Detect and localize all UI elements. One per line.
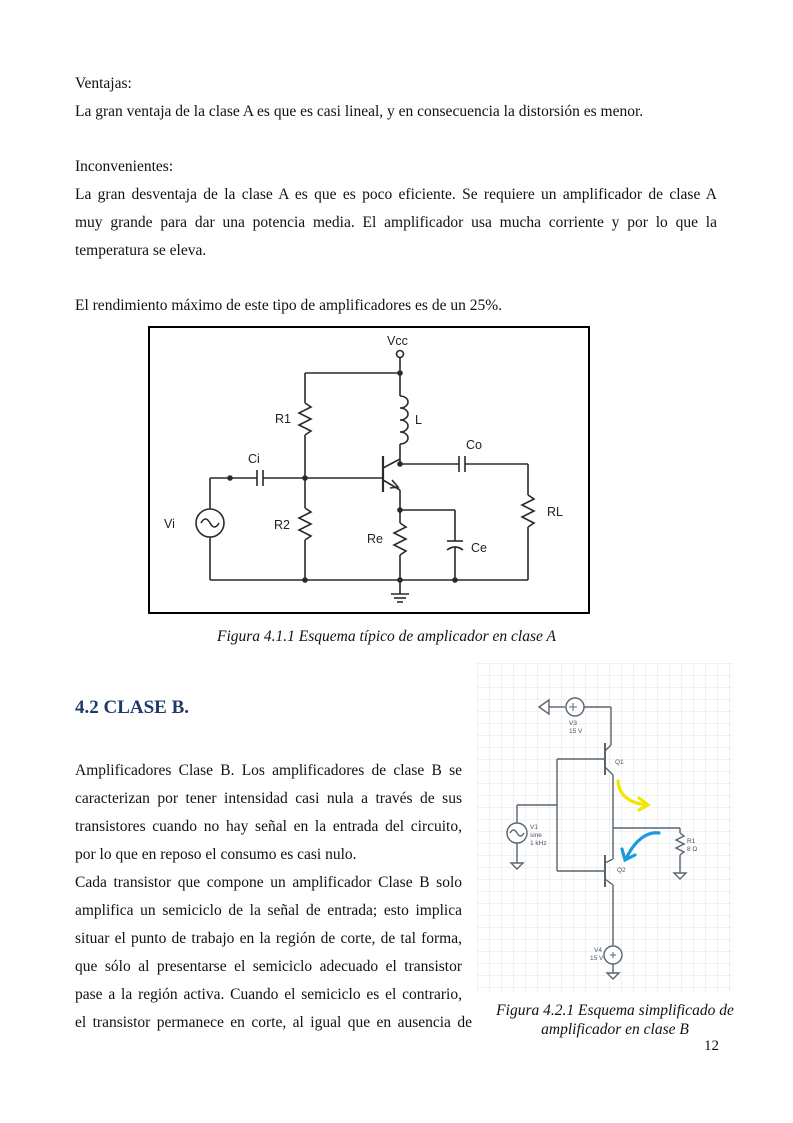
re-resistor bbox=[394, 523, 406, 555]
label-rl: RL bbox=[547, 505, 563, 519]
rendimiento-text: El rendimiento máximo de este tipo de amplificadores es de un 25%. bbox=[75, 297, 502, 314]
label-re: Re bbox=[367, 532, 383, 546]
claseb-line-3: transistores cuando no hay señal en la entrada del circuito, bbox=[75, 818, 462, 835]
inconvenientes-line-3: temperatura se eleva. bbox=[75, 242, 207, 259]
figure-2-caption bbox=[477, 1001, 753, 1039]
label-vcc: Vcc bbox=[387, 334, 408, 348]
label-r1-value: 8 Ω bbox=[687, 846, 698, 853]
label-v1-freq: 1 kHz bbox=[530, 840, 547, 847]
class-a-schematic bbox=[150, 328, 588, 612]
r2-resistor bbox=[299, 508, 311, 540]
label-v1: V1 bbox=[530, 824, 538, 831]
rl-resistor bbox=[522, 495, 534, 527]
page-number: 12 bbox=[704, 1038, 719, 1054]
inconvenientes-line-2: muy grande para dar una potencia media. El amplificador usa mucha corriente y por lo que la bbox=[75, 214, 717, 231]
label-q1: Q1 bbox=[615, 759, 624, 766]
inductor-l bbox=[400, 396, 408, 444]
claseb-line-5: Cada transistor que compone un amplificador Clase B solo bbox=[75, 874, 462, 891]
label-r1: R1 bbox=[687, 838, 696, 845]
claseb-line-7: situar el punto de trabajo en la región de corte, de tal forma, bbox=[75, 930, 462, 947]
label-q2: Q2 bbox=[617, 867, 626, 874]
label-v1-type: sine bbox=[530, 832, 542, 839]
figure-2-caption-line-2: amplificador en clase B bbox=[541, 1021, 689, 1038]
inconvenientes-line-1: La gran desventaja de la clase A es que es poco eficiente. Se requiere un amplificador de clase A bbox=[75, 186, 717, 203]
label-r1: R1 bbox=[275, 412, 291, 426]
label-l: L bbox=[415, 413, 422, 427]
label-ci: Ci bbox=[248, 452, 260, 466]
label-v4: V4 bbox=[594, 947, 602, 954]
class-b-schematic-figure bbox=[477, 663, 733, 993]
claseb-line-2: caracterizan por tener intensidad casi nula a través de sus bbox=[75, 790, 462, 807]
label-v3: V3 bbox=[569, 720, 577, 727]
claseb-line-9: pase a la región activa. Cuando el semiciclo es el contrario, bbox=[75, 986, 462, 1003]
r1-resistor bbox=[299, 403, 311, 435]
figure-1-caption: Figura 4.1.1 Esquema típico de amplicador en clase A bbox=[217, 628, 556, 645]
inconvenientes-heading: Inconvenientes: bbox=[75, 158, 174, 175]
label-vi: Vi bbox=[164, 517, 175, 531]
figure-2-caption-line-1: Figura 4.2.1 Esquema simplificado de bbox=[496, 1002, 734, 1019]
ventajas-heading: Ventajas: bbox=[75, 75, 132, 92]
class-b-schematic bbox=[477, 663, 733, 993]
label-v4-value: 15 V bbox=[590, 955, 604, 962]
section-title: 4.2 CLASE B. bbox=[75, 697, 190, 718]
claseb-line-10: el transistor permanece en corte, al igual que en ausencia de bbox=[75, 1014, 472, 1031]
claseb-line-1: Amplificadores Clase B. Los amplificadores de clase B se bbox=[75, 762, 462, 779]
class-a-schematic-figure bbox=[148, 326, 590, 614]
label-v3-value: 15 V bbox=[569, 728, 583, 735]
claseb-line-6: amplifica un semiciclo de la señal de entrada; esto implica bbox=[75, 902, 462, 919]
vcc-terminal bbox=[397, 351, 404, 358]
ventajas-text: La gran ventaja de la clase A es que es casi lineal, y en consecuencia la distorsión es menor. bbox=[75, 103, 644, 120]
label-co: Co bbox=[466, 438, 482, 452]
label-ce: Ce bbox=[471, 541, 487, 555]
claseb-line-8: que sólo al presentarse el semiciclo adecuado el transistor bbox=[75, 958, 462, 975]
claseb-line-4: por lo que en reposo el consumo es casi nulo. bbox=[75, 846, 357, 863]
label-r2: R2 bbox=[274, 518, 290, 532]
